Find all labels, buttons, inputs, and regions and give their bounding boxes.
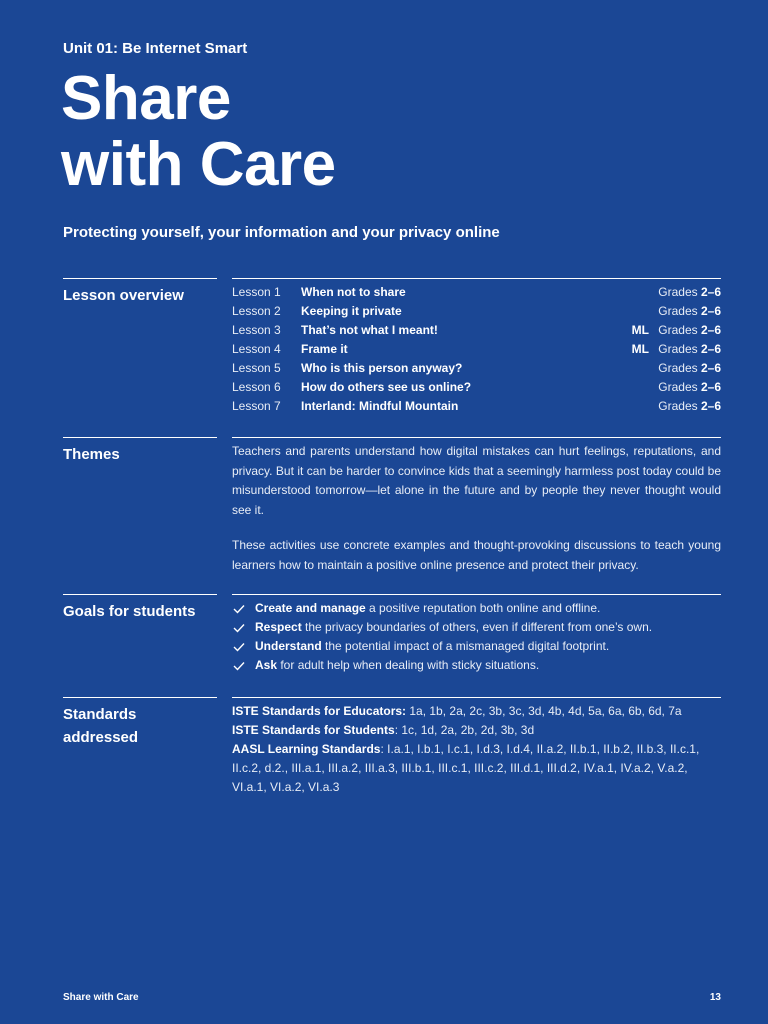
lesson-overview-heading: Lesson overview — [63, 278, 217, 307]
lesson-list — [232, 278, 721, 416]
iste-educators-standards — [232, 702, 721, 721]
lesson-title: Keeping it private — [301, 304, 402, 318]
std-label: AASL Learning Standards — [232, 742, 381, 756]
lesson-title: Frame it — [301, 342, 348, 356]
grades-label: Grades — [658, 285, 698, 299]
themes-body — [232, 437, 721, 575]
themes-paragraph: These activities use concrete examples and thought-provoking discussions to teach young learners how to maintain a positive online presence and protect their privacy. — [232, 538, 721, 572]
lesson-row — [232, 397, 721, 416]
goal-text: the potential impact of a mismanaged digital footprint. — [321, 639, 610, 653]
goal-item — [232, 599, 721, 618]
check-icon — [233, 642, 245, 652]
grades-label: Grades — [658, 399, 698, 413]
goal-text: a positive reputation both online and offline. — [365, 601, 601, 615]
lesson-title: When not to share — [301, 285, 406, 299]
page-title-line-2: with Care — [61, 130, 336, 199]
lesson-number: Lesson 6 — [232, 380, 281, 394]
lesson-number: Lesson 1 — [232, 285, 281, 299]
lesson-number: Lesson 2 — [232, 304, 281, 318]
standards-heading — [63, 697, 217, 749]
grades-label: Grades — [658, 342, 698, 356]
goal-text: for adult help when dealing with sticky situations. — [277, 658, 540, 672]
lesson-row — [232, 340, 721, 359]
check-icon — [233, 623, 245, 633]
goal-text: the privacy boundaries of others, even if different from one’s own. — [301, 620, 653, 634]
goal-keyword: Understand — [255, 639, 322, 653]
page-number: 13 — [709, 992, 721, 1003]
standards-body — [232, 697, 721, 797]
grades-range: 2–6 — [700, 304, 721, 318]
lesson-number: Lesson 4 — [232, 342, 281, 356]
themes-heading: Themes — [63, 437, 217, 466]
lesson-title: That’s not what I meant! — [301, 323, 438, 337]
goals-list — [232, 594, 721, 675]
lesson-grades — [658, 359, 721, 378]
lesson-ml-badge: ML — [631, 323, 649, 337]
std-values: : 1c, 1d, 2a, 2b, 2d, 3b, 3d — [394, 723, 535, 737]
std-label: ISTE Standards for Students — [232, 723, 395, 737]
lesson-grades — [658, 283, 721, 302]
themes-paragraph: Teachers and parents understand how digital mistakes can hurt feelings, reputations, and privacy. But it can be harder to convince kids that a seemingly harmless post today could be misunderstood tomorrow—let alone in the future and by people they never thought would see it. — [232, 444, 721, 517]
goal-keyword: Ask — [255, 658, 278, 672]
std-label: ISTE Standards for Educators: — [232, 704, 407, 718]
grades-range: 2–6 — [700, 323, 721, 337]
check-icon — [233, 661, 245, 671]
lesson-title: How do others see us online? — [301, 380, 472, 394]
goal-item — [232, 618, 721, 637]
aasl-standards — [232, 740, 721, 797]
lesson-grades — [658, 340, 721, 359]
grades-range: 2–6 — [700, 380, 721, 394]
grades-range: 2–6 — [700, 399, 721, 413]
grades-range: 2–6 — [700, 342, 721, 356]
standards-heading-line-2: addressed — [63, 729, 139, 746]
lesson-grades — [658, 321, 721, 340]
lesson-grades — [658, 378, 721, 397]
goals-heading: Goals for students — [63, 594, 217, 623]
check-icon — [233, 604, 245, 614]
lesson-row — [232, 359, 721, 378]
lesson-grades — [658, 397, 721, 416]
lesson-number: Lesson 3 — [232, 323, 281, 337]
grades-label: Grades — [658, 380, 698, 394]
page-title — [61, 66, 336, 198]
lesson-title: Who is this person anyway? — [301, 361, 463, 375]
grades-range: 2–6 — [700, 361, 721, 375]
page-subtitle: Protecting yourself, your information and your privacy online — [63, 224, 500, 241]
lesson-row — [232, 302, 721, 321]
lesson-grades — [658, 302, 721, 321]
standards-heading-line-1: Standards — [63, 706, 137, 723]
goal-item — [232, 637, 721, 656]
grades-label: Grades — [658, 323, 698, 337]
lesson-row — [232, 283, 721, 302]
goal-keyword: Create and manage — [255, 601, 366, 615]
lesson-ml-badge: ML — [631, 342, 649, 356]
unit-label: Unit 01: Be Internet Smart — [63, 40, 248, 57]
lesson-number: Lesson 7 — [232, 399, 281, 413]
goal-item — [232, 656, 721, 675]
grades-range: 2–6 — [700, 285, 721, 299]
footer-title: Share with Care — [63, 992, 139, 1003]
lesson-row — [232, 378, 721, 397]
lesson-title: Interland: Mindful Mountain — [301, 399, 459, 413]
page-title-line-1: Share — [61, 64, 231, 133]
grades-label: Grades — [658, 361, 698, 375]
lesson-number: Lesson 5 — [232, 361, 281, 375]
grades-label: Grades — [658, 304, 698, 318]
std-values: : I.a.1, I.b.1, I.c.1, I.d.3, I.d.4, II.a.2, II.b.1, II.b.2, II.b.3, II.c.1, II.c.2, d.2., III.a.1, III.a.2, III.a.3, III.b.1, III.c.1, III.c.2, III.d.1, III.d.2, IV.a.1, IV.a.2, V.a.2, VI.a.1, VI.a.2, VI.a.3 — [232, 742, 700, 794]
goal-keyword: Respect — [255, 620, 302, 634]
iste-students-standards — [232, 721, 721, 740]
lesson-row — [232, 321, 721, 340]
std-values: 1a, 1b, 2a, 2c, 3b, 3c, 3d, 4b, 4d, 5a, 6a, 6b, 6d, 7a — [406, 704, 682, 718]
